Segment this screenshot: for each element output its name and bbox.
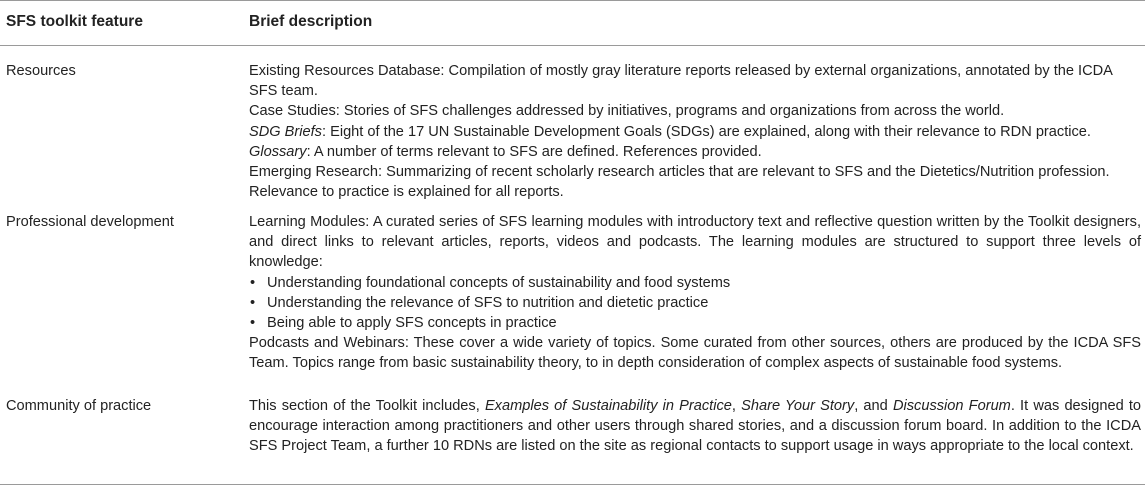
list-item: • Being able to apply SFS concepts in practice — [249, 313, 1141, 333]
section-name: Share Your Story — [741, 398, 855, 414]
row-community-description: This section of the Toolkit includes, Examples of Sustainability in Practice, Share Your Story, and Discussion Forum. It was designed to encourage interaction among practitioners and other users through shared stories, and a discussion forum board. In addition to the ICDA SFS Project Team, a further 10 RDNs are listed on the site as regional contacts to support usage in ways appropriate to the local context. — [249, 398, 1142, 455]
resources-item: SDG Briefs: Eight of the 17 UN Sustainable Development Goals (SDGs) are explained, along with their relevance to RDN practice. — [249, 123, 1091, 140]
resources-item-title: SDG Briefs — [249, 123, 322, 140]
header-feature: SFS toolkit feature — [6, 13, 143, 30]
row-resources-description — [249, 61, 1141, 202]
table-bottom-rule — [0, 484, 1145, 485]
section-name: Discussion Forum — [892, 398, 1011, 414]
table-top-rule — [0, 0, 1145, 1]
header-rule — [0, 45, 1145, 46]
resources-item: Case Studies: Stories of SFS challenges addressed by initiatives, programs and organizations from across the world. — [249, 103, 1005, 120]
podcasts-webinars-text: Podcasts and Webinars: These cover a wide variety of topics. Some curated from other sources, others are produced by the ICDA SFS Team. Topics range from basic sustainability theory, to in depth consideration of complex aspects of sustainable food systems. — [249, 335, 1141, 372]
knowledge-levels-list — [249, 273, 1141, 334]
resources-item-title: Glossary — [249, 143, 307, 160]
resources-item: Glossary: A number of terms relevant to SFS are defined. References provided. — [249, 143, 762, 160]
list-item: • Understanding the relevance of SFS to nutrition and dietetic practice — [249, 293, 1141, 313]
row-professional-development-description — [249, 212, 1141, 374]
resources-item: Emerging Research: Summarizing of recent scholarly research articles that are relevant to SFS and the Dietetics/Nutrition profession. Relevance to practice is explained for all reports. — [249, 164, 1110, 201]
row-resources-feature: Resources — [6, 63, 76, 79]
resources-item: Existing Resources Database: Compilation of mostly gray literature reports released by external organizations, annotated by the ICDA SFS team. — [249, 63, 1113, 100]
header-description: Brief description — [249, 13, 373, 30]
list-item: • Understanding foundational concepts of sustainability and food systems — [249, 273, 1141, 293]
learning-modules-text: Learning Modules: A curated series of SFS learning modules with introductory text and reflective question written by the Toolkit designers, and direct links to relevant articles, reports, videos and podcasts. The learning modules are structured to support three levels of knowledge: — [249, 214, 1141, 271]
row-community-feature: Community of practice — [6, 398, 152, 414]
section-name: Examples of Sustainability in Practice — [484, 398, 732, 414]
row-professional-development-feature: Professional development — [6, 214, 174, 230]
